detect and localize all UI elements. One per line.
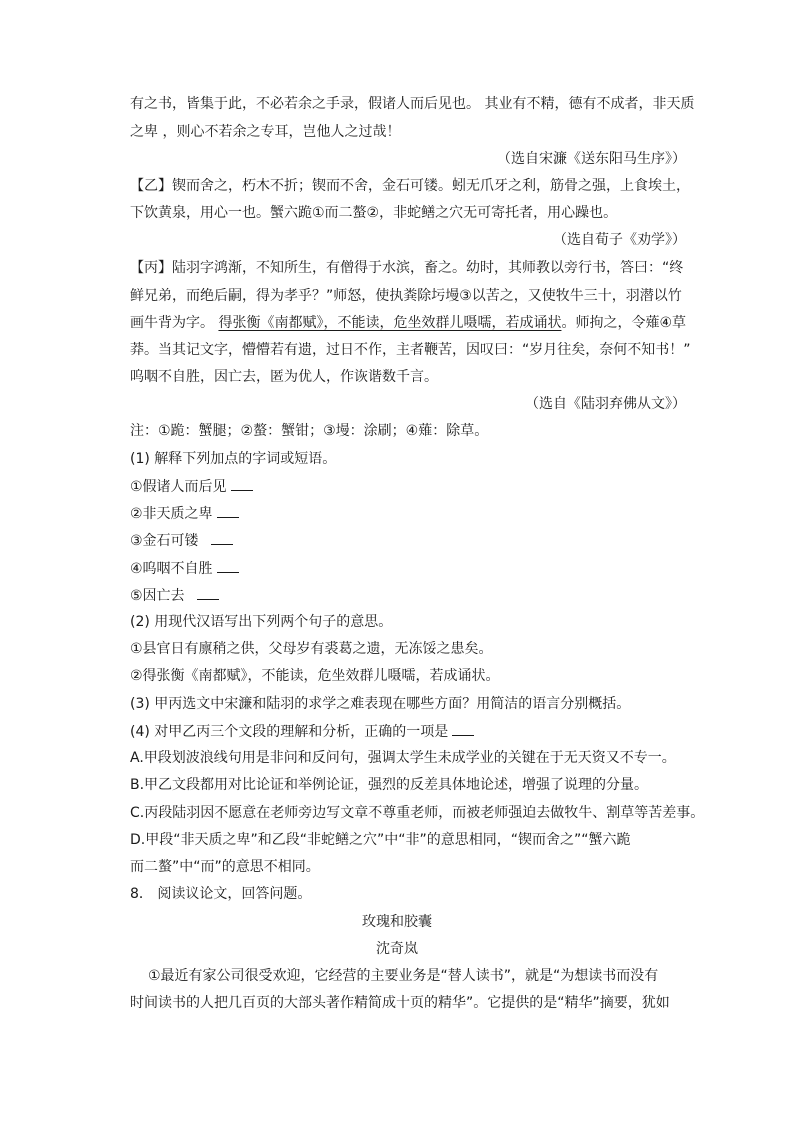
source-citation-bing: （选自《陆羽弃佛从文》） (525, 396, 686, 412)
answer-blank[interactable] (452, 721, 474, 736)
question-1: (1) 解释下列加点的字词或短语。 (130, 451, 337, 467)
question-1-item (130, 585, 219, 606)
article-author: 沈奇岚 (376, 941, 418, 957)
question-4 (130, 721, 474, 742)
answer-blank[interactable] (197, 585, 219, 600)
passage-text: 。师拘之，令薙④草 (561, 315, 687, 331)
source-citation-yi: （选自荀子《劝学》） (553, 232, 686, 248)
option-a: A.甲段划波浪线句用是非问和反问句，强调太学生未成学业的关键在于无天资又不专一。 (130, 750, 676, 766)
item-text: ④呜咽不自胜 (130, 561, 213, 577)
answer-blank[interactable] (211, 530, 233, 545)
passage-yi-line: 下饮黄泉，用心一也。蟹六跪①而二螯②，非蛇鳝之穴无可寄托者，用心躁也。 (130, 205, 618, 221)
answer-blank[interactable] (217, 558, 239, 573)
question-8: 8． 阅读议论文，回答问题。 (130, 886, 312, 902)
article-paragraph: ①最近有家公司很受欢迎，它经营的主要业务是“替人读书”，就是“为想读书而没有 (148, 968, 659, 984)
article-paragraph: 时间读书的人把几百页的大部头著作精简成十页的精华”。它提供的是“精华”摘要，犹如 (130, 995, 670, 1011)
passage-bing-line (130, 313, 686, 333)
passage-bing-line: 【丙】陆羽字鸿渐，不知所生，有僧得于水滨，畜之。幼时，其师教以旁行书，答曰：“终 (130, 260, 684, 276)
passage-text: 画牛背为字。 (130, 315, 219, 331)
answer-blank[interactable] (231, 476, 253, 491)
item-text: ③金石可镂 (130, 533, 199, 549)
footnote: 注：①跪：蟹腿；②螯：蟹钳；③墁：涂刷；④薙：除草。 (130, 423, 489, 439)
answer-blank[interactable] (217, 503, 239, 518)
article-title: 玫瑰和胶囊 (362, 914, 432, 930)
question-2-item: ①县官日有廪稍之供，父母岁有裘葛之遗，无冻馁之患矣。 (130, 641, 493, 657)
question-3: (3) 甲丙选文中宋濂和陆羽的求学之难表现在哪些方面？用简洁的语言分别概括。 (130, 696, 631, 712)
question-1-item (130, 558, 239, 579)
option-d: D.甲段“非天质之卑”和乙段“非蛇鳝之穴”中“非”的意思相同，“锲而舍之”“蟹六跪 (130, 832, 631, 848)
item-text: ①假诸人而后见 (130, 479, 227, 495)
passage-yi-line: 【乙】锲而舍之，朽木不折；锲而不舍，金石可镂。蚓无爪牙之利，筋骨之强，上食埃土， (130, 178, 690, 194)
source-citation-jia: （选自宋濂《送东阳马生序》） (497, 151, 686, 167)
underlined-sentence: 得张衡《南都赋》，不能读，危坐效群儿嗫嚅，若成诵状 (218, 315, 562, 331)
question-2: (2) 用现代汉语写出下列两个句子的意思。 (130, 614, 393, 630)
question-2-item: ②得张衡《南都赋》，不能读，危坐效群儿嗫嚅，若成诵状。 (130, 668, 500, 684)
passage-bing-line: 莽。当其记文字，懵懵若有遗，过日不作，主者鞭苦，因叹曰：“岁月往矣，奈何不知书！” (130, 342, 691, 358)
passage-bing-line: 鲜兄弟，而绝后嗣，得为孝乎？”师怒，使执粪除圬墁③以苦之，又使牧牛三十，羽潜以竹 (130, 288, 682, 304)
item-text: ②非天质之卑 (130, 506, 213, 522)
item-text: (4) 对甲乙丙三个文段的理解和分析，正确的一项是 (130, 724, 449, 740)
question-1-item (130, 503, 239, 524)
passage-jia-line: 有之书，皆集于此，不必若余之手录，假诸人而后见也。 其业有不精，德有不成者，非天质 (130, 96, 695, 112)
passage-jia-line: 之卑 ，则心不若余之专耳，岂他人之过哉！ (130, 124, 401, 140)
item-text: ⑤因亡去 (130, 588, 185, 604)
option-c: C.丙段陆羽因不愿意在老师旁边写文章不尊重老师，而被老师强迫去做牧牛、割草等苦差事。 (130, 805, 705, 821)
passage-bing-line: 呜咽不自胜，因亡去，匿为优人，作诙谐数千言。 (130, 369, 438, 385)
option-b: B.甲乙文段都用对比论证和举例论证，强烈的反差具体地论述，增强了说理的分量。 (130, 777, 649, 793)
question-1-item (130, 476, 253, 497)
question-1-item (130, 530, 233, 551)
option-d-cont: 而二螯”中“而”的意思不相同。 (130, 859, 320, 875)
